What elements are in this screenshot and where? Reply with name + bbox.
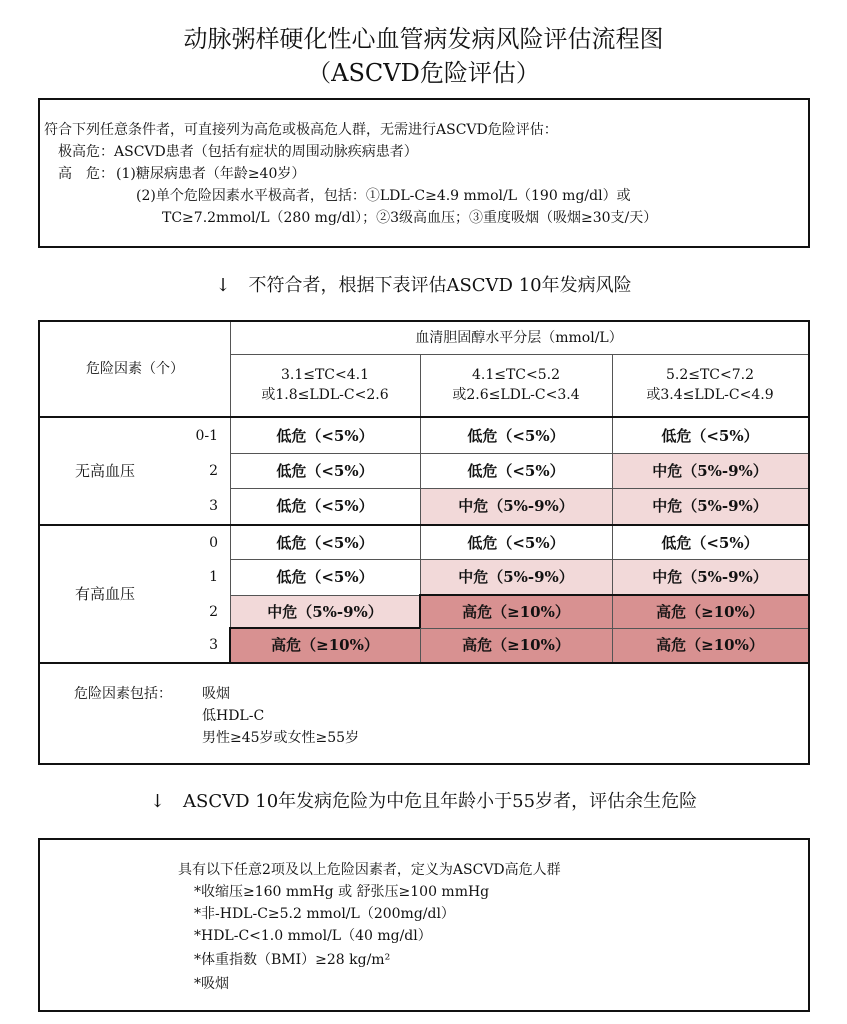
flow-step-1-text: 不符合者，根据下表评估ASCVD 10年发病风险	[248, 275, 632, 296]
risk-cell-mid: 中危（5%-9%）	[612, 559, 808, 595]
risk-cell-mid: 中危（5%-9%）	[612, 453, 808, 488]
risk-cell-high: 高危（≥10%）	[230, 628, 420, 662]
group-label-hypertension: 有高血压	[74, 585, 135, 603]
box1-high-item-3: TC≥7.2mmol/L（280 mg/dl）；②3级高血压；③重度吸烟（吸烟≥30支/天）	[162, 210, 658, 226]
risk-cell-low: 低危（<5%）	[230, 418, 420, 453]
flow-step-1	[0, 274, 847, 298]
box3-item: *收缩压≥160 mmHg 或 舒张压≥100 mmHg	[194, 884, 490, 900]
box1-high-item-2: (2)单个危险因素水平极高者，包括：①LDL-C≥4.9 mmol/L（190 mg/dl）或	[136, 188, 631, 204]
cholesterol-header: 血清胆固醇水平分层（mmol/L）	[415, 330, 623, 346]
box1-high-label: 高 危：	[58, 166, 114, 182]
box3-intro: 具有以下任意2项及以上危险因素者，定义为ASCVD高危人群	[178, 862, 561, 878]
direct-high-risk-box	[38, 98, 810, 248]
box3-item: *体重指数（BMI）≥28 kg/m²	[194, 952, 391, 968]
down-arrow-icon: ↓	[149, 791, 166, 812]
box1-intro: 符合下列任意条件者，可直接列为高危或极高危人群，无需进行ASCVD危险评估：	[44, 122, 558, 138]
box1-high-item-1: (1)糖尿病患者（年龄≥40岁）	[116, 166, 306, 182]
factors-label: 危险因素包括：	[74, 686, 172, 702]
risk-cell-high: 高危（≥10%）	[612, 595, 808, 628]
risk-cell-high: 高危（≥10%）	[612, 628, 808, 662]
box3-item: *吸烟	[194, 976, 229, 992]
lifetime-risk-box	[38, 838, 810, 1012]
col-header-2: 4.1≤TC<5.2 或2.6≤LDL-C<3.4	[452, 367, 580, 403]
flow-step-2	[0, 790, 847, 814]
risk-cell-low: 低危（<5%）	[420, 526, 612, 559]
risk-cell-low: 低危（<5%）	[230, 488, 420, 524]
risk-cell-low: 低危（<5%）	[612, 418, 808, 453]
page-title: 动脉粥样硬化性心血管病发病风险评估流程图	[183, 25, 664, 53]
group-label-no-hypertension: 无高血压	[74, 462, 135, 480]
risk-count: 0-1	[195, 427, 218, 444]
risk-count: 1	[209, 569, 218, 585]
risk-cell-mid: 中危（5%-9%）	[420, 559, 612, 595]
risk-cell-high: 高危（≥10%）	[420, 595, 612, 628]
factor-item: 男性≥45岁或女性≥55岁	[202, 730, 360, 746]
flow-step-2-text: ASCVD 10年发病危险为中危且年龄小于55岁者，评估余生危险	[183, 791, 698, 812]
page-subtitle: （ASCVD危险评估）	[307, 59, 540, 87]
risk-count: 0	[209, 534, 218, 551]
factor-item: 低HDL-C	[202, 708, 265, 724]
risk-count: 3	[209, 498, 218, 514]
risk-cell-low: 低危（<5%）	[230, 453, 420, 488]
box3-item: *HDL-C<1.0 mmol/L（40 mg/dl）	[194, 928, 432, 944]
risk-cell-mid: 中危（5%-9%）	[420, 488, 612, 524]
risk-cell-high: 高危（≥10%）	[420, 628, 612, 662]
box3-item: *非-HDL-C≥5.2 mmol/L（200mg/dl）	[194, 906, 455, 922]
risk-cell-low: 低危（<5%）	[230, 526, 420, 559]
risk-count: 3	[209, 637, 218, 653]
risk-cell-mid: 中危（5%-9%）	[230, 595, 420, 628]
col-header-1: 3.1≤TC<4.1 或1.8≤LDL-C<2.6	[261, 367, 389, 403]
risk-cell-low: 低危（<5%）	[612, 526, 808, 559]
risk-cell-mid: 中危（5%-9%）	[612, 488, 808, 524]
risk-count: 2	[209, 462, 218, 479]
risk-factor-header: 危险因素（个）	[86, 361, 184, 377]
col-header-3: 5.2≤TC<7.2 或3.4≤LDL-C<4.9	[646, 367, 774, 403]
risk-count: 2	[209, 603, 218, 620]
box1-very-high: 极高危：ASCVD患者（包括有症状的周围动脉疾病患者）	[58, 144, 418, 160]
factor-item: 吸烟	[202, 686, 230, 702]
risk-cell-low: 低危（<5%）	[420, 418, 612, 453]
risk-cell-low: 低危（<5%）	[420, 453, 612, 488]
down-arrow-icon: ↓	[215, 275, 231, 296]
risk-cell-low: 低危（<5%）	[230, 559, 420, 595]
risk-table	[38, 320, 810, 765]
